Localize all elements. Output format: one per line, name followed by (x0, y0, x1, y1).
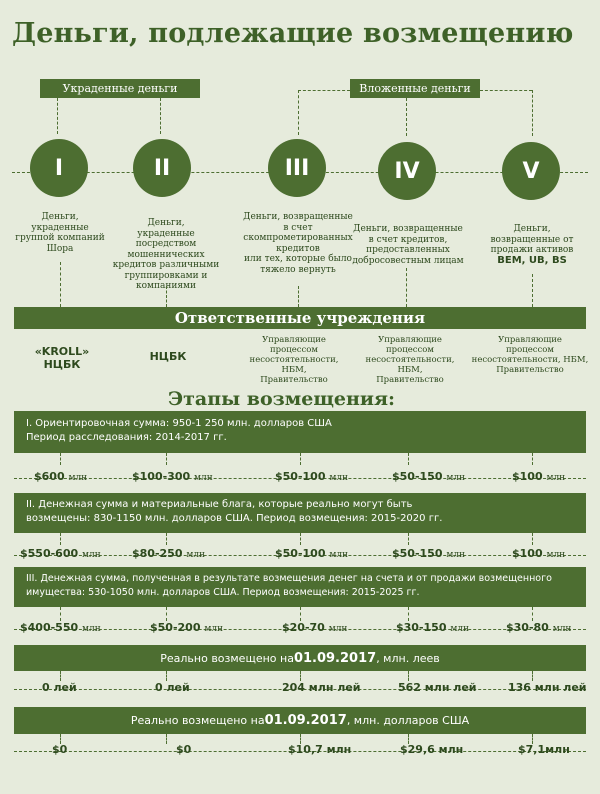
recovered-usd-band (14, 707, 586, 734)
amount-number: $400-550 (20, 621, 79, 634)
connector-line (406, 98, 407, 136)
institution-line: Управляющие (262, 335, 326, 345)
connector-line (532, 90, 533, 136)
connector-line (298, 286, 299, 307)
description-line: добросовестным лицам (352, 255, 464, 266)
stage-text-line: II. Денежная сумма и материальные блага, которые реально могут быть (26, 499, 413, 510)
amount-unit: млн (552, 624, 572, 634)
stage-text-line: Период расследования: 2014-2017 гг. (26, 432, 227, 443)
connector-line (166, 453, 167, 465)
description-line: Деньги, (147, 218, 185, 228)
description-line: кредитов (276, 243, 320, 254)
amount-number: $100-300 (132, 470, 191, 483)
connector-line (300, 607, 301, 621)
connector-line (166, 671, 167, 681)
category-numeral: IV (394, 158, 420, 184)
amount-unit: млн (446, 473, 466, 483)
recovered-lei-value: 136 млн лей (508, 681, 587, 694)
responsible-col-4 (352, 335, 468, 385)
institution-line: несостоятельности, НБМ, (365, 355, 455, 375)
description-line: Деньги, (513, 224, 551, 234)
amount-value (396, 621, 469, 634)
amount-number: $50-100 (275, 547, 326, 560)
category-iii-circle (268, 139, 326, 197)
amount-value (20, 621, 101, 634)
recovered-usd-date: 01.09.2017 (264, 713, 347, 728)
connector-line (60, 607, 61, 621)
category-i-circle (30, 139, 88, 197)
category-ii-circle (133, 139, 191, 197)
connector-line (300, 533, 301, 545)
stage-text-line: имущества: 530-1050 млн. долларов США. Период возмещения: 2015-2025 гг. (26, 587, 420, 598)
amount-unit: млн (82, 550, 101, 560)
connector-line (60, 671, 61, 681)
category-i-description (10, 212, 110, 254)
recovered-usd-value: $7,1млн (518, 743, 570, 756)
institution-line: процессом (270, 345, 318, 355)
connector-line (406, 268, 407, 307)
amount-value (275, 470, 348, 483)
responsible-header: Ответственные учреждения (14, 307, 586, 329)
recovered-lei-label-b: , млн. леев (376, 651, 440, 665)
amount-unit: млн (329, 473, 349, 483)
category-numeral: III (284, 155, 310, 181)
description-line: украденные посредством (135, 228, 197, 249)
description-line: возвращенные от (490, 234, 574, 245)
institution-line: Правительство (260, 375, 328, 385)
amount-value (132, 470, 213, 483)
amount-value (392, 547, 465, 560)
description-line: скомпрометированных (243, 233, 353, 243)
amount-number: $20-70 (282, 621, 325, 634)
recovered-usd-label-a: Реально возмещено на (130, 714, 265, 727)
amount-value (132, 547, 205, 560)
institution-line: процессом (506, 345, 554, 355)
amount-number: $80-250 (132, 547, 183, 560)
category-iv-circle (378, 142, 436, 200)
amount-unit: млн (446, 550, 466, 560)
recovered-lei-value: 0 лей (42, 681, 77, 694)
category-ii-description (108, 218, 224, 292)
responsible-col-3 (236, 335, 352, 385)
description-line: Деньги, возвращенные (353, 224, 463, 234)
connector-line (532, 607, 533, 621)
amount-unit: млн (68, 473, 88, 483)
amount-number: $100 (512, 470, 543, 483)
amount-number: $50-100 (275, 470, 326, 483)
stage-2-box (14, 493, 586, 533)
connector-line (298, 90, 299, 135)
amount-number: $50-200 (150, 621, 201, 634)
recovered-lei-value: 0 лей (155, 681, 190, 694)
connector-line (532, 274, 533, 307)
connector-line (166, 607, 167, 621)
recovered-usd-value: $29,6 млн (400, 743, 464, 756)
description-line: Шора (46, 243, 74, 254)
connector-line (166, 286, 167, 307)
description-line: кредитов различными (112, 260, 220, 270)
stage-text-line: I. Ориентировочная сумма: 950-1 250 млн. долларов США (26, 418, 332, 429)
connector-line (298, 90, 350, 91)
amount-number: $30-80 (506, 621, 549, 634)
connector-line (408, 671, 409, 681)
page-title: Деньги, подлежащие возмещению (12, 18, 574, 49)
stage-text-line: III. Денежная сумма, полученная в результате возмещения денег на счета и от продажи возмещенного (26, 573, 552, 584)
amount-unit: млн (546, 550, 566, 560)
amount-unit: млн (450, 624, 470, 634)
connector-line (480, 90, 532, 91)
connector-line (57, 98, 58, 134)
connector-line (60, 262, 61, 307)
amount-number: $600 (34, 470, 65, 483)
responsible-col-5 (470, 335, 590, 375)
amount-value (34, 470, 87, 483)
recovered-lei-value: 562 млн лей (398, 681, 477, 694)
institution-line: Правительство (496, 365, 564, 375)
amount-value (392, 470, 465, 483)
connector-line (166, 533, 167, 545)
amount-unit: млн (329, 550, 349, 560)
connector-line (532, 533, 533, 545)
description-line: мошеннических (127, 249, 205, 260)
category-numeral: I (54, 155, 64, 181)
group-invested-label: Вложенные деньги (350, 79, 480, 98)
recovered-lei-value: 204 млн лей (282, 681, 361, 694)
responsible-col-2: НЦБК (149, 350, 187, 363)
institution-line: «KROLL» (34, 345, 90, 358)
stages-title: Этапы возмещения: (168, 388, 396, 410)
recovered-usd-value: $0 (52, 743, 68, 756)
amount-value (150, 621, 223, 634)
institution-line: Управляющие (378, 335, 442, 345)
recovered-lei-band (14, 645, 586, 671)
description-line: Деньги, (41, 212, 79, 222)
connector-line (408, 607, 409, 621)
connector-line (60, 533, 61, 545)
amount-value (20, 547, 101, 560)
amount-number: $50-150 (392, 470, 443, 483)
institution-line: процессом (386, 345, 434, 355)
description-line: Деньги, возвращенные (243, 212, 353, 222)
amount-unit: млн (204, 624, 224, 634)
stage-1-box (14, 411, 586, 453)
amount-value (282, 621, 347, 634)
description-line: или тех, которые было (244, 254, 352, 264)
category-iv-description (352, 224, 464, 266)
connector-line (532, 453, 533, 465)
recovered-usd-value: $10,7 млн (288, 743, 352, 756)
recovered-usd-label-b: , млн. долларов США (346, 714, 470, 727)
description-line: в счет кредитов, (368, 234, 448, 245)
connector-line (408, 533, 409, 545)
description-line: компаниями (135, 281, 197, 291)
amount-value (512, 547, 565, 560)
category-numeral: II (153, 155, 171, 181)
amount-unit: млн (82, 624, 101, 634)
description-line: в счет (283, 222, 313, 233)
amount-unit: млн (186, 550, 206, 560)
amount-unit: млн (328, 624, 348, 634)
amount-number: $100 (512, 547, 543, 560)
institution-line: Управляющие (498, 335, 562, 345)
description-line: BEM, UB, BS (497, 254, 567, 266)
connector-line (300, 671, 301, 681)
category-numeral: V (522, 158, 540, 184)
stage-3-box (14, 567, 586, 607)
connector-line (60, 453, 61, 465)
institution-line: несостоятельности, НБМ, (471, 355, 589, 365)
connector-line (532, 671, 533, 681)
connector-line (300, 453, 301, 465)
description-line: продажи активов (490, 245, 574, 255)
recovered-usd-value: $0 (176, 743, 192, 756)
amount-value (512, 470, 565, 483)
description-line: группой компаний (15, 233, 105, 243)
stage-text-line: возмещены: 830-1150 млн. долларов США. Период возмещения: 2015-2020 гг. (26, 513, 443, 524)
category-v-circle (502, 142, 560, 200)
connector-line (160, 98, 161, 134)
category-iii-description (242, 212, 354, 275)
amount-unit: млн (194, 473, 213, 483)
amount-unit: млн (546, 473, 566, 483)
amount-number: $30-150 (396, 621, 447, 634)
institution-line: НЦБК (43, 358, 81, 371)
amount-value (275, 547, 348, 560)
institution-line: несостоятельности, НБМ, (249, 355, 339, 375)
connector-line (408, 453, 409, 465)
amount-number: $550-600 (20, 547, 79, 560)
category-v-description (478, 224, 586, 266)
description-line: украденные (31, 222, 89, 233)
connector-line (166, 734, 167, 744)
responsible-col-1 (20, 345, 104, 371)
description-line: предоставленных (366, 245, 450, 255)
recovered-lei-label-a: Реально возмещено на (160, 651, 294, 665)
description-line: тяжело вернуть (260, 264, 336, 275)
institution-line: Правительство (376, 375, 444, 385)
amount-value (506, 621, 571, 634)
description-line: группировками и (124, 270, 208, 281)
group-stolen-label: Украденные деньги (40, 79, 200, 98)
amount-number: $50-150 (392, 547, 443, 560)
recovered-lei-date: 01.09.2017 (293, 650, 377, 666)
